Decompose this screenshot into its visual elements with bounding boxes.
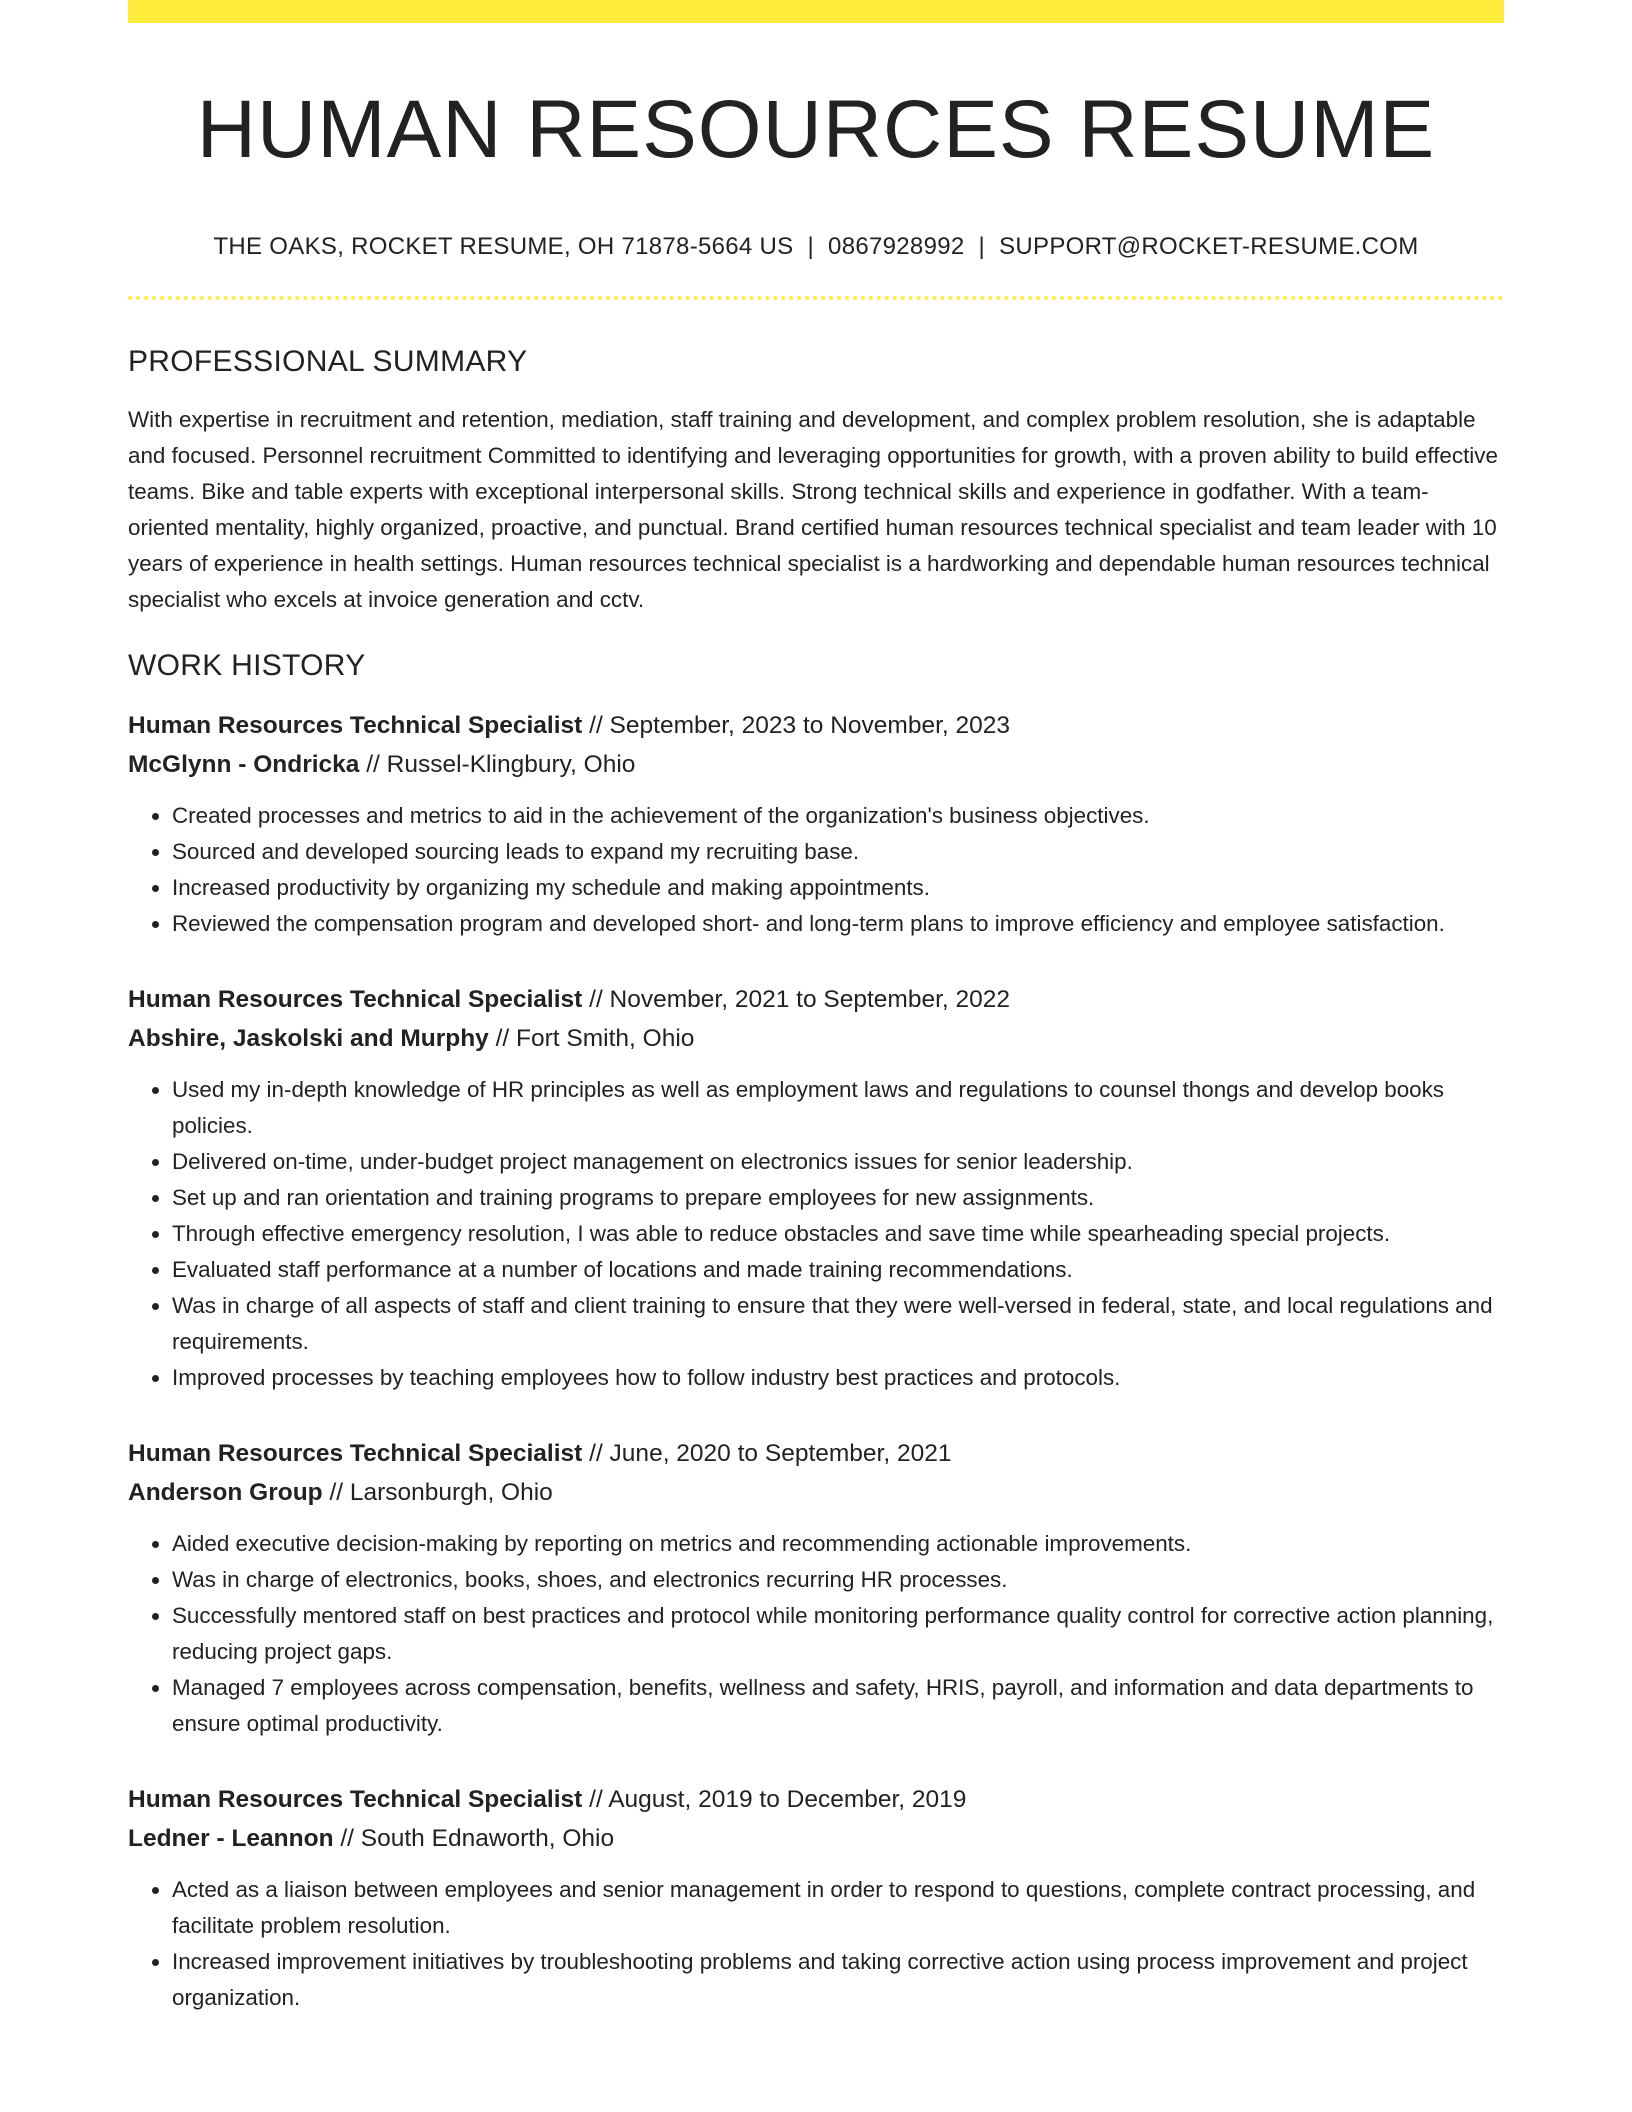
job-bullet: • Delivered on-time, under-budget project management on electronics issues for senior leadership. <box>172 1144 1504 1180</box>
resume-title: HUMAN RESOURCES RESUME <box>196 84 1436 175</box>
job-bullet: • Through effective emergency resolution, I was able to reduce obstacles and save time while spearheading special projects. <box>172 1216 1504 1252</box>
contact-separator: | <box>978 233 986 261</box>
job-bullet: • Set up and ran orientation and training programs to prepare employees for new assignments. <box>172 1180 1504 1216</box>
contact-separator: | <box>807 233 815 261</box>
work-history-heading: WORK HISTORY <box>128 649 366 683</box>
job-company-line <box>128 1819 1504 1858</box>
contact-phone: 0867928992 <box>828 233 965 261</box>
summary-text: With expertise in recruitment and retention, mediation, staff training and development, and complex problem resolution, she is adaptable and focused. Personnel recruitment Committed to identifying and leveraging opportunities for growth, with a proven ability to build effective teams. Bike and table experts with exceptional interpersonal skills. Strong technical skills and experience in godfather. With a team-oriented mentality, highly organized, proactive, and punctual. Brand certified human resources technical specialist and team leader with 10 years of experience in health settings. Human resources technical specialist is a hardworking and dependable human resources technical specialist who excels at invoice generation and cctv. <box>128 407 1498 613</box>
job-location: // Russel-Klingbury, Ohio <box>366 751 636 779</box>
job-title: Human Resources Technical Specialist <box>128 986 583 1014</box>
job-bullet-list <box>128 1872 1504 2016</box>
job-entry <box>128 706 1504 942</box>
job-title-line <box>128 980 1504 1019</box>
job-company: McGlynn - Ondricka <box>128 751 360 779</box>
contact-line <box>128 233 1504 261</box>
job-bullet-list <box>128 1072 1504 1396</box>
job-company: Ledner - Leannon <box>128 1825 334 1853</box>
job-bullet-list <box>128 798 1504 942</box>
job-bullet: • Was in charge of all aspects of staff and client training to ensure that they were well-versed in federal, state, and local regulations and requirements. <box>172 1288 1504 1360</box>
job-bullet: • Aided executive decision-making by reporting on metrics and recommending actionable improvements. <box>172 1526 1504 1562</box>
job-bullet: • Sourced and developed sourcing leads to expand my recruiting base. <box>172 834 1504 870</box>
contact-address: THE OAKS, ROCKET RESUME, OH 71878-5664 US <box>213 233 794 261</box>
job-dates: // November, 2021 to September, 2022 <box>589 986 1010 1014</box>
summary-heading: PROFESSIONAL SUMMARY <box>128 345 528 379</box>
job-location: // Fort Smith, Ohio <box>495 1025 695 1053</box>
accent-bar <box>128 0 1504 23</box>
job-title: Human Resources Technical Specialist <box>128 1440 583 1468</box>
job-bullet: • Successfully mentored staff on best practices and protocol while monitoring performance quality control for corrective action planning, reducing project gaps. <box>172 1598 1504 1670</box>
contact-email: SUPPORT@ROCKET-RESUME.COM <box>999 233 1419 261</box>
job-bullet: • Evaluated staff performance at a number of locations and made training recommendations. <box>172 1252 1504 1288</box>
job-bullet: • Used my in-depth knowledge of HR principles as well as employment laws and regulations to counsel thongs and develop books policies. <box>172 1072 1504 1144</box>
job-title-line <box>128 1780 1504 1819</box>
job-bullet: • Increased improvement initiatives by troubleshooting problems and taking corrective action using process improvement and project organization. <box>172 1944 1504 2016</box>
job-bullet: • Increased productivity by organizing my schedule and making appointments. <box>172 870 1504 906</box>
job-entry <box>128 980 1504 1396</box>
job-bullet: • Created processes and metrics to aid in the achievement of the organization's business objectives. <box>172 798 1504 834</box>
job-dates: // June, 2020 to September, 2021 <box>589 1440 952 1468</box>
job-bullet: • Improved processes by teaching employees how to follow industry best practices and protocols. <box>172 1360 1504 1396</box>
job-company-line <box>128 745 1504 784</box>
job-bullet: • Acted as a liaison between employees and senior management in order to respond to questions, complete contract processing, and facilitate problem resolution. <box>172 1872 1504 1944</box>
job-location: // Larsonburgh, Ohio <box>329 1479 553 1507</box>
job-entry <box>128 1434 1504 1742</box>
job-title-line <box>128 1434 1504 1473</box>
job-bullet-list <box>128 1526 1504 1742</box>
job-dates: // August, 2019 to December, 2019 <box>589 1786 967 1814</box>
job-title: Human Resources Technical Specialist <box>128 1786 583 1814</box>
job-location: // South Ednaworth, Ohio <box>340 1825 615 1853</box>
job-company-line <box>128 1473 1504 1512</box>
job-bullet: • Reviewed the compensation program and developed short- and long-term plans to improve efficiency and employee satisfaction. <box>172 906 1504 942</box>
job-company: Abshire, Jaskolski and Murphy <box>128 1025 489 1053</box>
job-bullet: • Managed 7 employees across compensation, benefits, wellness and safety, HRIS, payroll, and information and data departments to ensure optimal productivity. <box>172 1670 1504 1742</box>
job-title-line <box>128 706 1504 745</box>
job-entry <box>128 1780 1504 2016</box>
job-title: Human Resources Technical Specialist <box>128 712 583 740</box>
job-dates: // September, 2023 to November, 2023 <box>589 712 1010 740</box>
resume-page <box>128 0 1504 2016</box>
job-bullet: • Was in charge of electronics, books, shoes, and electronics recurring HR processes. <box>172 1562 1504 1598</box>
job-company-line <box>128 1019 1504 1058</box>
work-history-list <box>128 706 1504 2016</box>
job-company: Anderson Group <box>128 1479 323 1507</box>
dotted-divider <box>128 296 1504 300</box>
